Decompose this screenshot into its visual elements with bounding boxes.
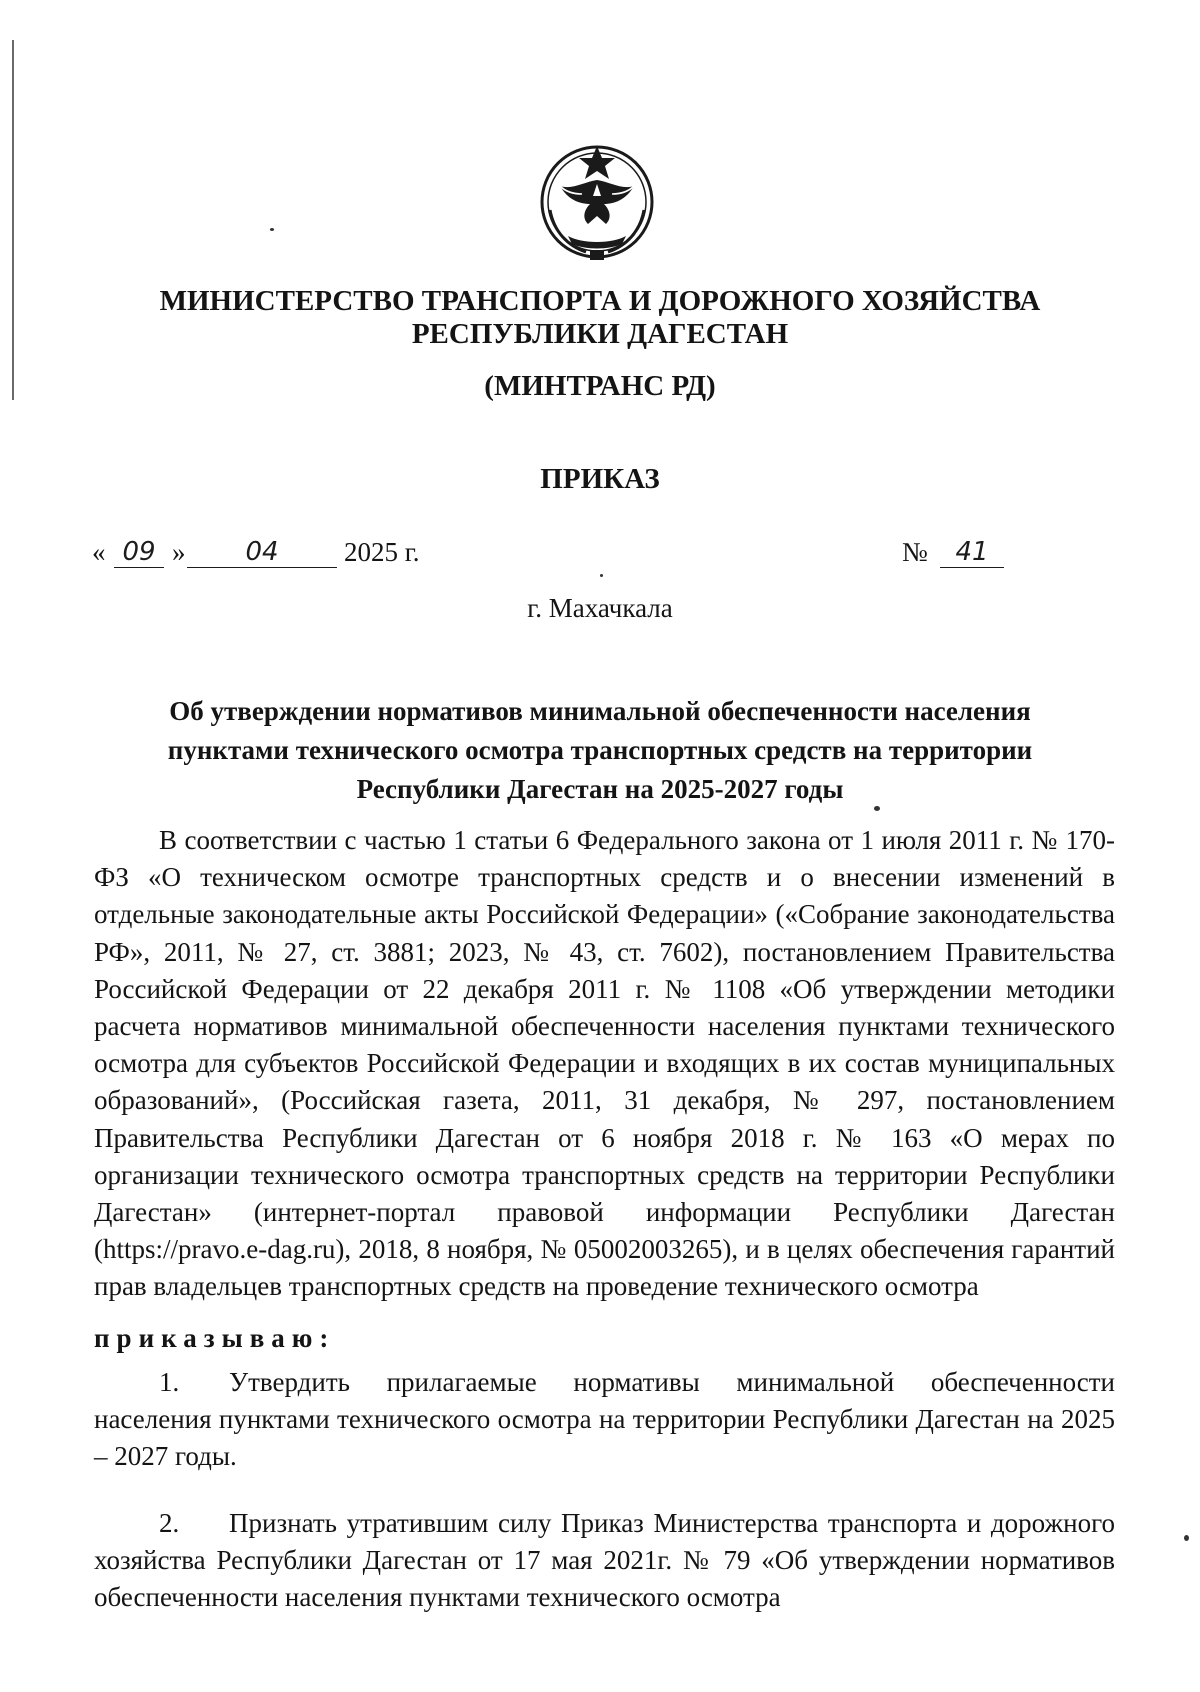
order-number-label: №: [902, 537, 928, 567]
order-item-1-number: 1.: [159, 1367, 180, 1397]
scan-speck: [600, 574, 603, 577]
ministry-abbreviation: (МИНТРАНС РД): [484, 370, 716, 402]
preamble-paragraph: В соответствии с частью 1 статьи 6 Федерального закона от 1 июля 2011 г. № 170-ФЗ «О техническом осмотре транспортных средств и о внесении изменений в отдельные законодательные акты Российской Федерации» («Собрание законодательства РФ», 2011, № 27, ст. 3881; 2023, № 43, ст. 7602), постановлением Правительства Российской Федерации от 22 декабря 2011 г. № 1108 «Об утверждении методики расчета нормативов минимальной обеспеченности населения пунктами технического осмотра для субъектов Российской Федерации и входящих в их состав муниципальных образований», (Российская газета, 2011, 31 декабря, № 297, постановлением Правительства Республики Дагестан от 6 ноября 2018 г. № 163 «О мерах по организации технического осмотра транспортных средств на территории Республики Дагестан» (интернет-портал правовой информации Республики Дагестан (https://pravo.e-dag.ru), 2018, 8 ноября, № 05002003265), и в целях обеспечения гарантий прав владельцев транспортных средств на проведение технического осмотра: [94, 825, 1115, 1302]
order-item-1-text: Утвердить прилагаемые нормативы минимальной обеспеченности населения пунктами технического осмотра на территории Республики Дагестан на 2025 – 2027 годы.: [94, 1367, 1115, 1472]
ministry-name-line-1: МИНИСТЕРСТВО ТРАНСПОРТА И ДОРОЖНОГО ХОЗЯЙСТВА: [159, 285, 1041, 317]
order-date-row: [92, 530, 1012, 572]
order-number: 41: [940, 537, 1004, 568]
order-item-2-number: 2.: [159, 1508, 180, 1538]
subject-line-2: пунктами технического осмотра транспортных средств на территории: [167, 735, 1033, 765]
scan-speck: [1184, 1535, 1189, 1541]
ministry-name-line-2: РЕСПУБЛИКИ ДАГЕСТАН: [411, 318, 789, 350]
order-item-1: [94, 1364, 1115, 1476]
order-title: ПРИКАЗ: [540, 463, 660, 495]
date-close-quote: »: [172, 537, 186, 567]
order-item-2-text: Признать утратившим силу Приказ Министерства транспорта и дорожного хозяйства Республики Дагестан от 17 мая 2021г. № 79 «Об утверждении нормативов обеспеченности населения пунктами технического осмотра: [94, 1508, 1115, 1613]
order-subject: [120, 692, 1080, 809]
order-month: 04: [187, 537, 337, 568]
order-day: 09: [114, 537, 164, 568]
order-year: 2025 г.: [344, 537, 420, 567]
order-city: г. Махачкала: [527, 593, 673, 623]
subject-line-3: Республики Дагестан на 2025-2027 годы: [356, 774, 844, 804]
decree-word: приказываю:: [94, 1323, 336, 1353]
dagestan-coat-of-arms-emblem: [538, 140, 656, 270]
scan-speck: [270, 228, 274, 231]
subject-line-1: Об утверждении нормативов минимальной обеспеченности населения: [169, 696, 1031, 726]
order-item-2: [94, 1505, 1115, 1617]
date-open-quote: «: [92, 537, 106, 567]
